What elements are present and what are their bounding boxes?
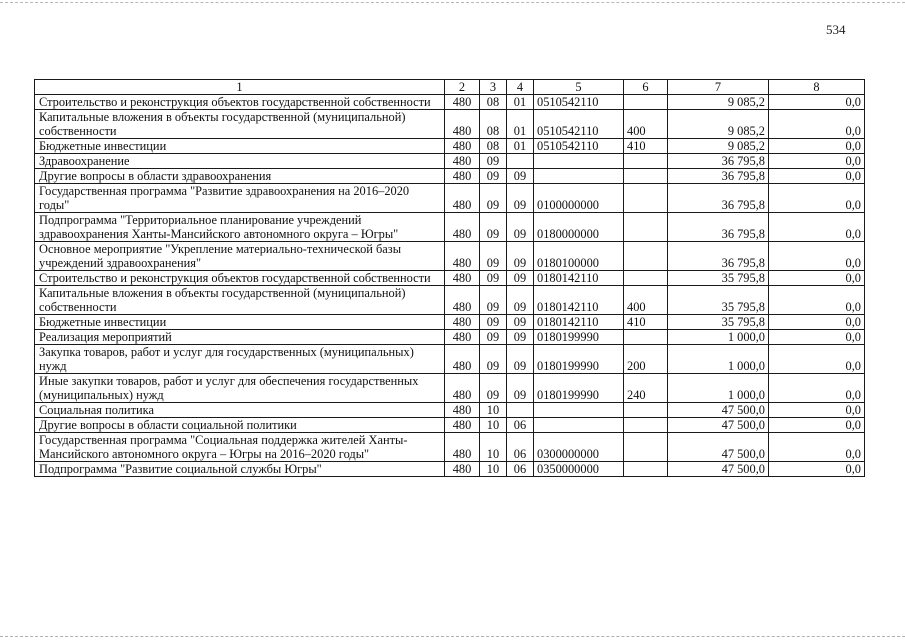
row-amount-2-cell: 0,0 xyxy=(769,345,865,374)
row-amount-cell: 36 795,8 xyxy=(668,184,769,213)
row-amount-cell: 36 795,8 xyxy=(668,242,769,271)
row-code-cell: 480 xyxy=(445,330,480,345)
row-code-cell: 480 xyxy=(445,286,480,315)
page-number: 534 xyxy=(826,22,846,37)
row-name-cell: Основное мероприятие "Укрепление материально-технической базы учреждений здравоохранения" xyxy=(35,242,445,271)
row-code-cell: 480 xyxy=(445,213,480,242)
row-name-cell: Государственная программа "Социальная поддержка жителей Ханты-Мансийского автономного округа – Югры на 2016–2020 годы" xyxy=(35,433,445,462)
row-target-article-cell: 0180000000 xyxy=(534,213,624,242)
row-name-cell: Подпрограмма "Развитие социальной службы Югры" xyxy=(35,462,445,477)
row-amount-cell: 9 085,2 xyxy=(668,110,769,139)
row-name-cell: Подпрограмма "Территориальное планирование учреждений здравоохранения Ханты-Мансийского автономного округа – Югры" xyxy=(35,213,445,242)
row-amount-2-cell: 0,0 xyxy=(769,184,865,213)
row-amount-2-cell: 0,0 xyxy=(769,315,865,330)
table-row xyxy=(35,315,865,330)
row-subsection-cell: 01 xyxy=(507,110,534,139)
row-name-cell: Другие вопросы в области социальной политики xyxy=(35,418,445,433)
row-subsection-cell: 09 xyxy=(507,213,534,242)
row-expense-type-cell xyxy=(624,418,668,433)
row-name-cell: Строительство и реконструкция объектов государственной собственности xyxy=(35,271,445,286)
row-subsection-cell: 09 xyxy=(507,242,534,271)
row-amount-cell: 36 795,8 xyxy=(668,213,769,242)
row-amount-cell: 35 795,8 xyxy=(668,315,769,330)
row-subsection-cell: 09 xyxy=(507,345,534,374)
table-row xyxy=(35,169,865,184)
row-amount-2-cell: 0,0 xyxy=(769,433,865,462)
row-section-cell: 08 xyxy=(480,110,507,139)
row-target-article-cell: 0100000000 xyxy=(534,184,624,213)
row-amount-2-cell: 0,0 xyxy=(769,330,865,345)
row-code-cell: 480 xyxy=(445,154,480,169)
row-section-cell: 09 xyxy=(480,169,507,184)
row-code-cell: 480 xyxy=(445,462,480,477)
table-row xyxy=(35,271,865,286)
row-amount-cell: 1 000,0 xyxy=(668,330,769,345)
table-row xyxy=(35,184,865,213)
row-target-article-cell: 0180142110 xyxy=(534,271,624,286)
row-subsection-cell: 09 xyxy=(507,271,534,286)
row-subsection-cell xyxy=(507,403,534,418)
row-code-cell: 480 xyxy=(445,403,480,418)
table-body xyxy=(35,95,865,477)
row-amount-cell: 35 795,8 xyxy=(668,286,769,315)
table-row xyxy=(35,95,865,110)
row-expense-type-cell: 200 xyxy=(624,345,668,374)
row-name-cell: Капитальные вложения в объекты государственной (муниципальной) собственности xyxy=(35,110,445,139)
row-amount-cell: 47 500,0 xyxy=(668,403,769,418)
row-amount-cell: 9 085,2 xyxy=(668,139,769,154)
row-code-cell: 480 xyxy=(445,345,480,374)
row-name-cell: Бюджетные инвестиции xyxy=(35,139,445,154)
row-target-article-cell: 0180100000 xyxy=(534,242,624,271)
header-cell-5: 5 xyxy=(534,80,624,95)
row-subsection-cell: 06 xyxy=(507,418,534,433)
row-amount-cell: 1 000,0 xyxy=(668,374,769,403)
row-target-article-cell: 0510542110 xyxy=(534,139,624,154)
top-edge-line xyxy=(0,2,905,3)
row-target-article-cell xyxy=(534,154,624,169)
row-amount-2-cell: 0,0 xyxy=(769,242,865,271)
row-target-article-cell: 0350000000 xyxy=(534,462,624,477)
row-subsection-cell xyxy=(507,154,534,169)
row-subsection-cell: 09 xyxy=(507,286,534,315)
row-subsection-cell: 09 xyxy=(507,374,534,403)
row-subsection-cell: 01 xyxy=(507,95,534,110)
header-cell-3: 3 xyxy=(480,80,507,95)
row-section-cell: 09 xyxy=(480,242,507,271)
header-cell-6: 6 xyxy=(624,80,668,95)
row-amount-2-cell: 0,0 xyxy=(769,139,865,154)
table-row xyxy=(35,345,865,374)
row-section-cell: 09 xyxy=(480,315,507,330)
row-expense-type-cell xyxy=(624,184,668,213)
row-name-cell: Здравоохранение xyxy=(35,154,445,169)
row-expense-type-cell xyxy=(624,433,668,462)
row-name-cell: Государственная программа "Развитие здравоохранения на 2016–2020 годы" xyxy=(35,184,445,213)
row-expense-type-cell xyxy=(624,95,668,110)
row-expense-type-cell: 400 xyxy=(624,286,668,315)
row-section-cell: 10 xyxy=(480,418,507,433)
row-target-article-cell xyxy=(534,169,624,184)
table-row xyxy=(35,286,865,315)
row-target-article-cell xyxy=(534,403,624,418)
row-subsection-cell: 06 xyxy=(507,462,534,477)
row-amount-2-cell: 0,0 xyxy=(769,418,865,433)
row-section-cell: 09 xyxy=(480,286,507,315)
row-expense-type-cell xyxy=(624,154,668,169)
row-section-cell: 09 xyxy=(480,374,507,403)
table-row xyxy=(35,139,865,154)
row-amount-cell: 47 500,0 xyxy=(668,418,769,433)
row-code-cell: 480 xyxy=(445,271,480,286)
row-section-cell: 09 xyxy=(480,345,507,374)
row-subsection-cell: 09 xyxy=(507,184,534,213)
row-code-cell: 480 xyxy=(445,139,480,154)
row-section-cell: 10 xyxy=(480,462,507,477)
row-code-cell: 480 xyxy=(445,110,480,139)
row-target-article-cell: 0180142110 xyxy=(534,286,624,315)
row-section-cell: 08 xyxy=(480,95,507,110)
header-cell-2: 2 xyxy=(445,80,480,95)
row-code-cell: 480 xyxy=(445,184,480,213)
row-target-article-cell: 0510542110 xyxy=(534,95,624,110)
row-section-cell: 08 xyxy=(480,139,507,154)
row-section-cell: 09 xyxy=(480,154,507,169)
row-amount-2-cell: 0,0 xyxy=(769,374,865,403)
row-amount-cell: 35 795,8 xyxy=(668,271,769,286)
row-section-cell: 09 xyxy=(480,184,507,213)
header-row xyxy=(35,80,865,95)
row-code-cell: 480 xyxy=(445,418,480,433)
table-row xyxy=(35,330,865,345)
row-target-article-cell: 0180142110 xyxy=(534,315,624,330)
row-amount-cell: 47 500,0 xyxy=(668,433,769,462)
row-subsection-cell: 06 xyxy=(507,433,534,462)
row-target-article-cell xyxy=(534,418,624,433)
budget-table xyxy=(34,79,865,477)
row-subsection-cell: 09 xyxy=(507,330,534,345)
table-row xyxy=(35,418,865,433)
row-code-cell: 480 xyxy=(445,433,480,462)
row-target-article-cell: 0180199990 xyxy=(534,345,624,374)
row-amount-cell: 36 795,8 xyxy=(668,154,769,169)
row-expense-type-cell xyxy=(624,462,668,477)
row-subsection-cell: 01 xyxy=(507,139,534,154)
row-code-cell: 480 xyxy=(445,315,480,330)
row-name-cell: Бюджетные инвестиции xyxy=(35,315,445,330)
row-amount-cell: 9 085,2 xyxy=(668,95,769,110)
row-amount-2-cell: 0,0 xyxy=(769,286,865,315)
row-target-article-cell: 0510542110 xyxy=(534,110,624,139)
row-name-cell: Иные закупки товаров, работ и услуг для обеспечения государственных (муниципальных) нужд xyxy=(35,374,445,403)
row-target-article-cell: 0180199990 xyxy=(534,330,624,345)
row-target-article-cell: 0300000000 xyxy=(534,433,624,462)
table-row xyxy=(35,154,865,169)
bottom-edge-line xyxy=(0,636,905,637)
row-code-cell: 480 xyxy=(445,242,480,271)
row-name-cell: Закупка товаров, работ и услуг для государственных (муниципальных) нужд xyxy=(35,345,445,374)
row-expense-type-cell xyxy=(624,213,668,242)
row-target-article-cell: 0180199990 xyxy=(534,374,624,403)
row-amount-2-cell: 0,0 xyxy=(769,403,865,418)
row-name-cell: Реализация мероприятий xyxy=(35,330,445,345)
row-section-cell: 09 xyxy=(480,213,507,242)
table-row xyxy=(35,213,865,242)
row-amount-2-cell: 0,0 xyxy=(769,271,865,286)
row-expense-type-cell xyxy=(624,242,668,271)
row-amount-2-cell: 0,0 xyxy=(769,154,865,169)
row-expense-type-cell: 400 xyxy=(624,110,668,139)
row-code-cell: 480 xyxy=(445,95,480,110)
table-row xyxy=(35,433,865,462)
row-code-cell: 480 xyxy=(445,169,480,184)
row-name-cell: Другие вопросы в области здравоохранения xyxy=(35,169,445,184)
row-section-cell: 10 xyxy=(480,403,507,418)
row-expense-type-cell: 410 xyxy=(624,315,668,330)
row-section-cell: 10 xyxy=(480,433,507,462)
row-amount-cell: 1 000,0 xyxy=(668,345,769,374)
row-code-cell: 480 xyxy=(445,374,480,403)
row-expense-type-cell xyxy=(624,403,668,418)
row-amount-2-cell: 0,0 xyxy=(769,462,865,477)
row-amount-2-cell: 0,0 xyxy=(769,213,865,242)
row-subsection-cell: 09 xyxy=(507,169,534,184)
row-expense-type-cell: 240 xyxy=(624,374,668,403)
row-amount-2-cell: 0,0 xyxy=(769,95,865,110)
table-row xyxy=(35,110,865,139)
header-cell-7: 7 xyxy=(668,80,769,95)
header-cell-4: 4 xyxy=(507,80,534,95)
row-expense-type-cell: 410 xyxy=(624,139,668,154)
row-name-cell: Социальная политика xyxy=(35,403,445,418)
row-name-cell: Капитальные вложения в объекты государственной (муниципальной) собственности xyxy=(35,286,445,315)
row-amount-cell: 47 500,0 xyxy=(668,462,769,477)
header-cell-8: 8 xyxy=(769,80,865,95)
row-section-cell: 09 xyxy=(480,330,507,345)
table-row xyxy=(35,462,865,477)
row-subsection-cell: 09 xyxy=(507,315,534,330)
row-section-cell: 09 xyxy=(480,271,507,286)
row-expense-type-cell xyxy=(624,330,668,345)
row-expense-type-cell xyxy=(624,271,668,286)
table-row xyxy=(35,374,865,403)
row-amount-2-cell: 0,0 xyxy=(769,110,865,139)
row-name-cell: Строительство и реконструкция объектов государственной собственности xyxy=(35,95,445,110)
row-amount-2-cell: 0,0 xyxy=(769,169,865,184)
table-row xyxy=(35,242,865,271)
row-expense-type-cell xyxy=(624,169,668,184)
row-amount-cell: 36 795,8 xyxy=(668,169,769,184)
header-cell-1: 1 xyxy=(35,80,445,95)
table-row xyxy=(35,403,865,418)
